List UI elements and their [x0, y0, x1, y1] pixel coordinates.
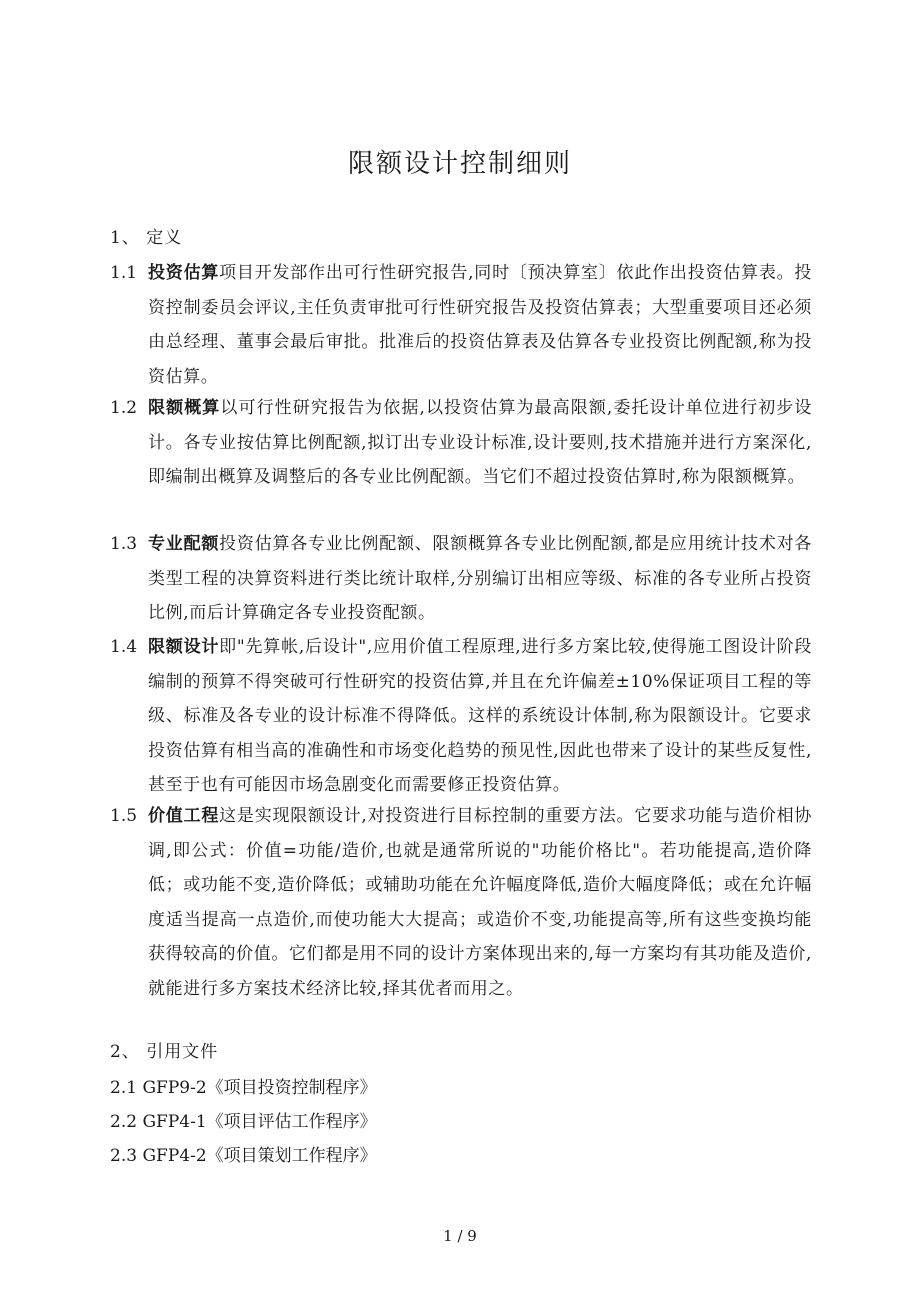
reference-item: 2.3 GFP4-2《项目策划工作程序》: [110, 1146, 377, 1166]
item-body: [148, 799, 812, 1006]
item-body: [148, 630, 812, 803]
item-text: 即"先算帐,后设计",应用价值工程原理,进行多方案比较,使得施工图设计阶段编制的预算不得突破可行性研究的投资估算,并且在允许偏差±10%保证项目工程的等级、标准及各专业的设计标准不得降低。这样的系统设计体制,称为限额设计。它要求投资估算有相当高的准确性和市场变化趋势的预见性,因此也带来了设计的某些反复性,甚至于也有可能因市场急剧变化而需要修正投资估算。: [148, 637, 813, 795]
item-body: [148, 391, 812, 495]
reference-item: 2.2 GFP4-1《项目评估工作程序》: [110, 1112, 377, 1132]
item-term: 限额概算: [148, 398, 221, 418]
section-heading-definitions: 1、 定义: [110, 228, 183, 248]
item-text: 这是实现限额设计,对投资进行目标控制的重要方法。它要求功能与造价相协调,即公式：价值=功能/造价,也就是通常所说的"功能价格比"。若功能提高,造价降低；或功能不变,造价降低；或辅助功能在允许幅度降低,造价大幅度降低；或在允许幅度适当提高一点造价,而使功能大大提高；或造价不变,功能提高等,所有这些变换均能获得较高的价值。它们都是用不同的设计方案体现出来的,每一方案均有其功能及造价,就能进行多方案技术经济比较,择其优者而用之。: [148, 806, 812, 999]
document-title: 限额设计控制细则: [347, 149, 572, 179]
definition-item-1-2: [110, 391, 812, 495]
item-number: 1.3: [110, 534, 138, 554]
definition-item-1-3: [110, 527, 812, 631]
item-text: 投资估算各专业比例配额、限额概算各专业比例配额,都是应用统计技术对各类型工程的决算资料进行类比统计取样,分别编订出相应等级、标准的各专业所占投资比例,而后计算确定各专业投资配额。: [148, 534, 812, 623]
item-number: 1.1: [110, 263, 138, 283]
item-term: 专业配额: [148, 534, 220, 554]
item-number: 1.5: [110, 806, 138, 826]
section-heading-references: 2、 引用文件: [110, 1042, 219, 1062]
item-number: 1.4: [110, 637, 138, 657]
item-body: [148, 256, 812, 394]
item-text: 以可行性研究报告为依据,以投资估算为最高限额,委托设计单位进行初步设计。各专业按估算比例配额,拟订出专业设计标准,设计要则,技术措施并进行方案深化,即编制出概算及调整后的各专业比例配额。当它们不超过投资估算时,称为限额概算。: [148, 398, 812, 487]
item-term: 限额设计: [148, 637, 220, 657]
item-text: 项目开发部作出可行性研究报告,同时〔预决算室〕依此作出投资估算表。投资控制委员会评议,主任负责审批可行性研究报告及投资估算表；大型重要项目还必须由总经理、董事会最后审批。批准后的投资估算表及估算各专业投资比例配额,称为投资估算。: [148, 263, 812, 387]
item-term: 投资估算: [148, 263, 220, 283]
item-body: [148, 527, 812, 631]
definition-item-1-1: [110, 256, 812, 394]
item-term: 价值工程: [148, 806, 220, 826]
page-number: 1 / 9: [443, 1227, 477, 1245]
item-number: 1.2: [110, 398, 138, 418]
reference-item: 2.1 GFP9-2《项目投资控制程序》: [110, 1078, 377, 1098]
definition-item-1-5: [110, 799, 812, 1006]
definition-item-1-4: [110, 630, 812, 803]
